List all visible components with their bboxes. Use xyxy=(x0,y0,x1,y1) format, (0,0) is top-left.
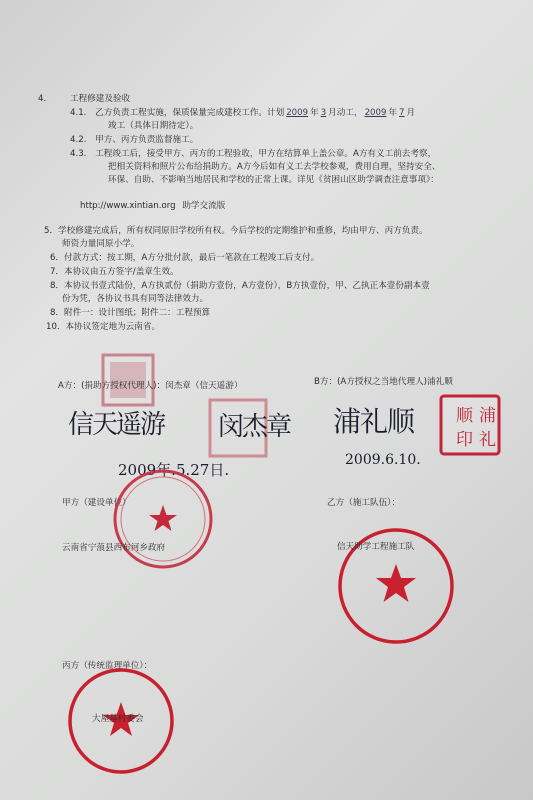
start-month: 3 xyxy=(320,108,327,118)
clause-4-3-line5: http://www.xintian.org 助学交流版 xyxy=(80,201,226,211)
signature-party-a-2: 闵杰章 xyxy=(218,412,291,442)
clause-4-3-line3: 环保、自助、不影响当地居民和学校的正常上课。详见《贫困山区助学调查注意事项》： xyxy=(108,175,439,185)
clause-4-1-number: 4.1. xyxy=(70,108,87,118)
end-year: 2009 xyxy=(364,108,387,118)
section-5: 5．学校修建完成后，所有权同原旧学校所有权。今后学校的定期维护和重修，均由甲方、丙方负责。 xyxy=(44,226,428,236)
section-9: 8．附件一：设计图纸；附件二：工程预算 xyxy=(50,308,211,318)
section-4-number: 4. xyxy=(38,94,47,104)
party-b-line: B方：(A方授权之当地代理人)浦礼顺 xyxy=(314,377,453,387)
section-8-line2: 份为凭，各协议书具有同等法律效力。 xyxy=(62,294,209,304)
end-month: 7 xyxy=(399,108,405,118)
party-a-line: A方：(捐助方授权代理人)：闵杰章（信天遥游） xyxy=(58,381,243,391)
clause-4-1-text: 乙方负责工程实施，保质保量完成建校工作。计划 xyxy=(95,108,285,118)
section-4-title: 工程修建及验收 xyxy=(70,94,131,104)
clause-4-3: 4.3. 工程竣工后，接受甲方、丙方的工程验收，甲方在结算单上盖公章。A方有义工前去考察， xyxy=(70,149,437,159)
start-year: 2009 xyxy=(286,108,309,118)
clause-4-3-line2: 把相关资料和照片公布给捐助方。A方今后如有义工去学校参观，费用自理，坚持安全、 xyxy=(108,162,441,172)
seal-char: 顺 xyxy=(456,406,473,426)
section-6: 6．付款方式：按工期，A方分批付款，最后一笔款在工程竣工后支付。 xyxy=(50,253,320,263)
clause-4-1-line2: 竣工（具体日期待定）。 xyxy=(108,121,199,131)
seal-square-party-b xyxy=(439,394,501,456)
date-party-a: 2009年.5.27日. xyxy=(118,461,230,479)
seal-round-township xyxy=(111,467,215,571)
section-10: 10．本协议签定地为云南省。 xyxy=(46,322,161,332)
clause-4-2: 4.2. 甲方、丙方负责监督施工。 xyxy=(70,135,199,145)
party-jia-label: 甲方（建设单位） xyxy=(62,498,131,508)
seal-char: 印 xyxy=(456,430,473,450)
seal-char: 浦 xyxy=(479,406,496,426)
party-bing-label: 丙方（传统监理单位）： xyxy=(62,661,153,671)
village-committee: 大屋基村委会 xyxy=(92,714,144,724)
section-5-line2: 师资力量同原小学。 xyxy=(62,239,140,249)
section-8: 8．本协议书壹式陆份，A方执贰份（捐助方壹份，A方壹份），B方执壹份，甲、乙执正本壹份副本壹 xyxy=(50,281,430,291)
date-party-b: 2009.6.10. xyxy=(345,452,421,468)
seal-char: 礼 xyxy=(479,430,496,450)
construction-team: 信天助学工程施工队 xyxy=(337,542,415,552)
party-yi-label: 乙方（施工队伍）： xyxy=(327,498,401,508)
signature-party-a-1: 信天遥游 xyxy=(68,410,165,440)
clause-4-1: 4.1. 乙方负责工程实施，保质保量完成建校工作。计划 2009 年 3 月动工， 2009 年 7 月 xyxy=(70,108,416,118)
signature-party-b: 浦礼顺 xyxy=(333,405,415,438)
website-link[interactable]: http://www.xintian.org xyxy=(80,201,176,211)
section-7: 7．本协议由五方签字/盖章生效。 xyxy=(50,267,179,277)
township-government: 云南省宁蒗县西布河乡政府 xyxy=(62,543,166,553)
